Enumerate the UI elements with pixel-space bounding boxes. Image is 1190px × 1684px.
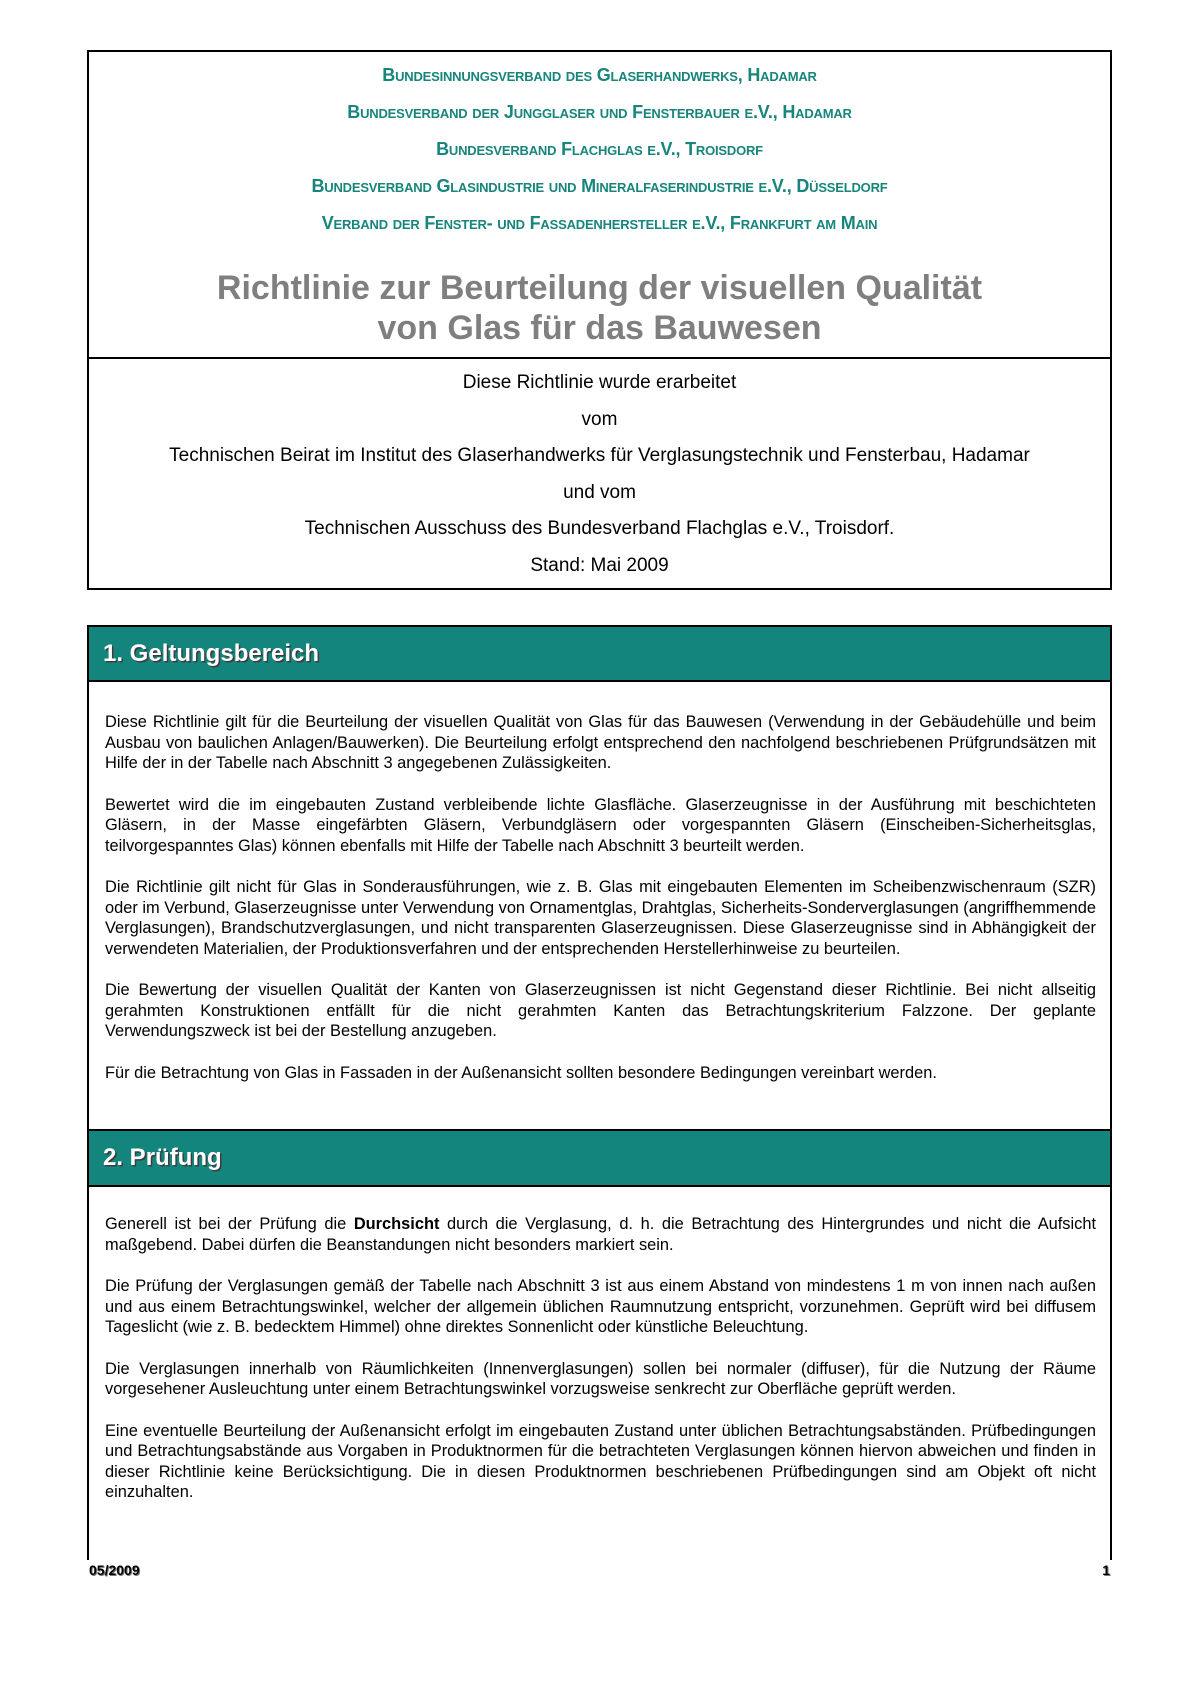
- section-1-heading: 1. Geltungsbereich: [103, 640, 320, 667]
- credit-line: Diese Richtlinie wurde erarbeitet: [462, 372, 737, 393]
- association-name: Verband der Fenster- und Fassadenhersteller e.V., Frankfurt am Main: [321, 213, 878, 233]
- paragraph: Die Richtlinie gilt nicht für Glas in Sonderausführungen, wie z. B. Glas mit eingebauten Elementen im Scheibenzwischenraum (SZR) oder im Verbund, Glaserzeugnisse unter Verwendung von Ornamentglas, Drahtglas, Sicherheits-Sonderverglasungen (angriffhemmende Verglasungen), Brandschutzverglasungen, und nicht transparenten Glaserzeugnissen. Diese Glaserzeugnisse sind in Abhängigkeit der verwendeten Materialien, der Produktionsverfahren und der entsprechenden Herstellerhinweise zu beurteilen.: [105, 878, 1096, 958]
- section-2-heading: 2. Prüfung: [103, 1144, 222, 1171]
- credit-line: Stand: Mai 2009: [530, 554, 669, 576]
- paragraph: [105, 1214, 1096, 1255]
- content-box: [87, 625, 1112, 1560]
- paragraph-text: Generell ist bei der Prüfung die: [105, 1215, 354, 1233]
- paragraph: Für die Betrachtung von Glas in Fassaden in der Außenansicht sollten besondere Bedingungen vereinbart werden.: [105, 1063, 937, 1082]
- paragraph: Bewertet wird die im eingebauten Zustand verbleibende lichte Glasfläche. Glaserzeugnisse in der Ausführung mit beschichteten Gläsern, in der Masse eingefärbten Gläsern, Verbundgläsern oder vorgespannten Gläsern (Einscheiben-Sicherheitsglas, teilvorgespanntes Glas) können ebenfalls mit Hilfe der Tabelle nach Abschnitt 3 beurteilt werden.: [105, 795, 1096, 855]
- page-number: 1: [1102, 1562, 1110, 1578]
- document-title: [89, 268, 1110, 348]
- document-title-line: Richtlinie zur Beurteilung der visuellen Qualität: [216, 269, 983, 307]
- section-1-header: [89, 627, 1110, 682]
- association-name: Bundesverband Glasindustrie und Mineralfaserindustrie e.V., Düsseldorf: [311, 176, 888, 196]
- paragraph: Die Bewertung der visuellen Qualität der Kanten von Glaserzeugnissen ist nicht Gegenstand dieser Richtlinie. Bei nicht allseitig gerahmten Konstruktionen entfällt für die nicht gerahmten Kanten das Betrachtungskriterium Falzzone. Der geplante Verwendungszweck ist bei der Bestellung anzugeben.: [105, 981, 1096, 1040]
- document-title-line: von Glas für das Bauwesen: [377, 309, 822, 347]
- section-2-body: [105, 1214, 1096, 1524]
- paragraph: Die Verglasungen innerhalb von Räumlichkeiten (Innenverglasungen) sollen bei normaler (diffuser), für die Nutzung der Räume vorgesehener Ausleuchtung unter einem Betrachtungswinkel vorzugsweise senkrecht zur Oberfläche geprüft werden.: [105, 1359, 1096, 1398]
- section-1-body: [105, 712, 1096, 1104]
- association-name: Bundesverband Flachglas e.V., Troisdorf: [436, 139, 763, 159]
- document-header: [87, 50, 1112, 590]
- paragraph: Diese Richtlinie gilt für die Beurteilung der visuellen Qualität von Glas für das Bauwesen (Verwendung in der Gebäudehülle und beim Ausbau von baulichen Anlagen/Bauwerken). Die Beurteilung erfolgt entsprechend den nachfolgend beschriebenen Prüfgrundsätzen mit Hilfe der in der Tabelle nach Abschnitt 3 angegebenen Zulässigkeiten.: [105, 713, 1096, 772]
- section-2-header: [89, 1129, 1110, 1187]
- footer-date: 05/2009: [89, 1562, 140, 1578]
- credit-line: vom: [581, 408, 618, 430]
- association-name: Bundesverband der Jungglaser und Fensterbauer e.V., Hadamar: [347, 102, 852, 122]
- association-list: [89, 61, 1110, 246]
- credit-line: und vom: [563, 481, 636, 503]
- paragraph-text: durch die Verglasung, d. h. die Betrachtung des Hintergrundes und nicht die Aufsicht maßgebend. Dabei dürfen die Beanstandungen nicht besonders markiert sein.: [105, 1215, 1096, 1254]
- credit-line: Technischen Beirat im Institut des Glaserhandwerks für Verglasungstechnik und Fensterbau, Hadamar: [169, 445, 1030, 466]
- association-name: Bundesinnungsverband des Glaserhandwerks, Hadamar: [382, 65, 817, 85]
- credit-line: Technischen Ausschuss des Bundesverband Flachglas e.V., Troisdorf.: [304, 518, 895, 539]
- paragraph: Eine eventuelle Beurteilung der Außenansicht erfolgt im eingebauten Zustand unter üblichen Betrachtungsabständen. Prüfbedingungen und Betrachtungsabstände aus Vorgaben in Produktnormen für die betrachteten Verglasungen können hiervon abweichen und finden in dieser Richtlinie keine Berücksichtigung. Die in diesen Produktnormen beschriebenen Prüfbedingungen sind am Objekt oft nicht einzuhalten.: [105, 1421, 1096, 1501]
- emphasis-text: Durchsicht: [353, 1215, 440, 1233]
- credits-block: [89, 365, 1110, 584]
- header-divider: [89, 357, 1110, 359]
- paragraph: Die Prüfung der Verglasungen gemäß der Tabelle nach Abschnitt 3 ist aus einem Abstand von mindestens 1 m von innen nach außen und aus einem Betrachtungswinkel, welcher der allgemein üblichen Raumnutzung entspricht, vorzunehmen. Geprüft wird bei diffusem Tageslicht (wie z. B. bedecktem Himmel) ohne direktes Sonnenlicht oder künstliche Beleuchtung.: [105, 1277, 1096, 1336]
